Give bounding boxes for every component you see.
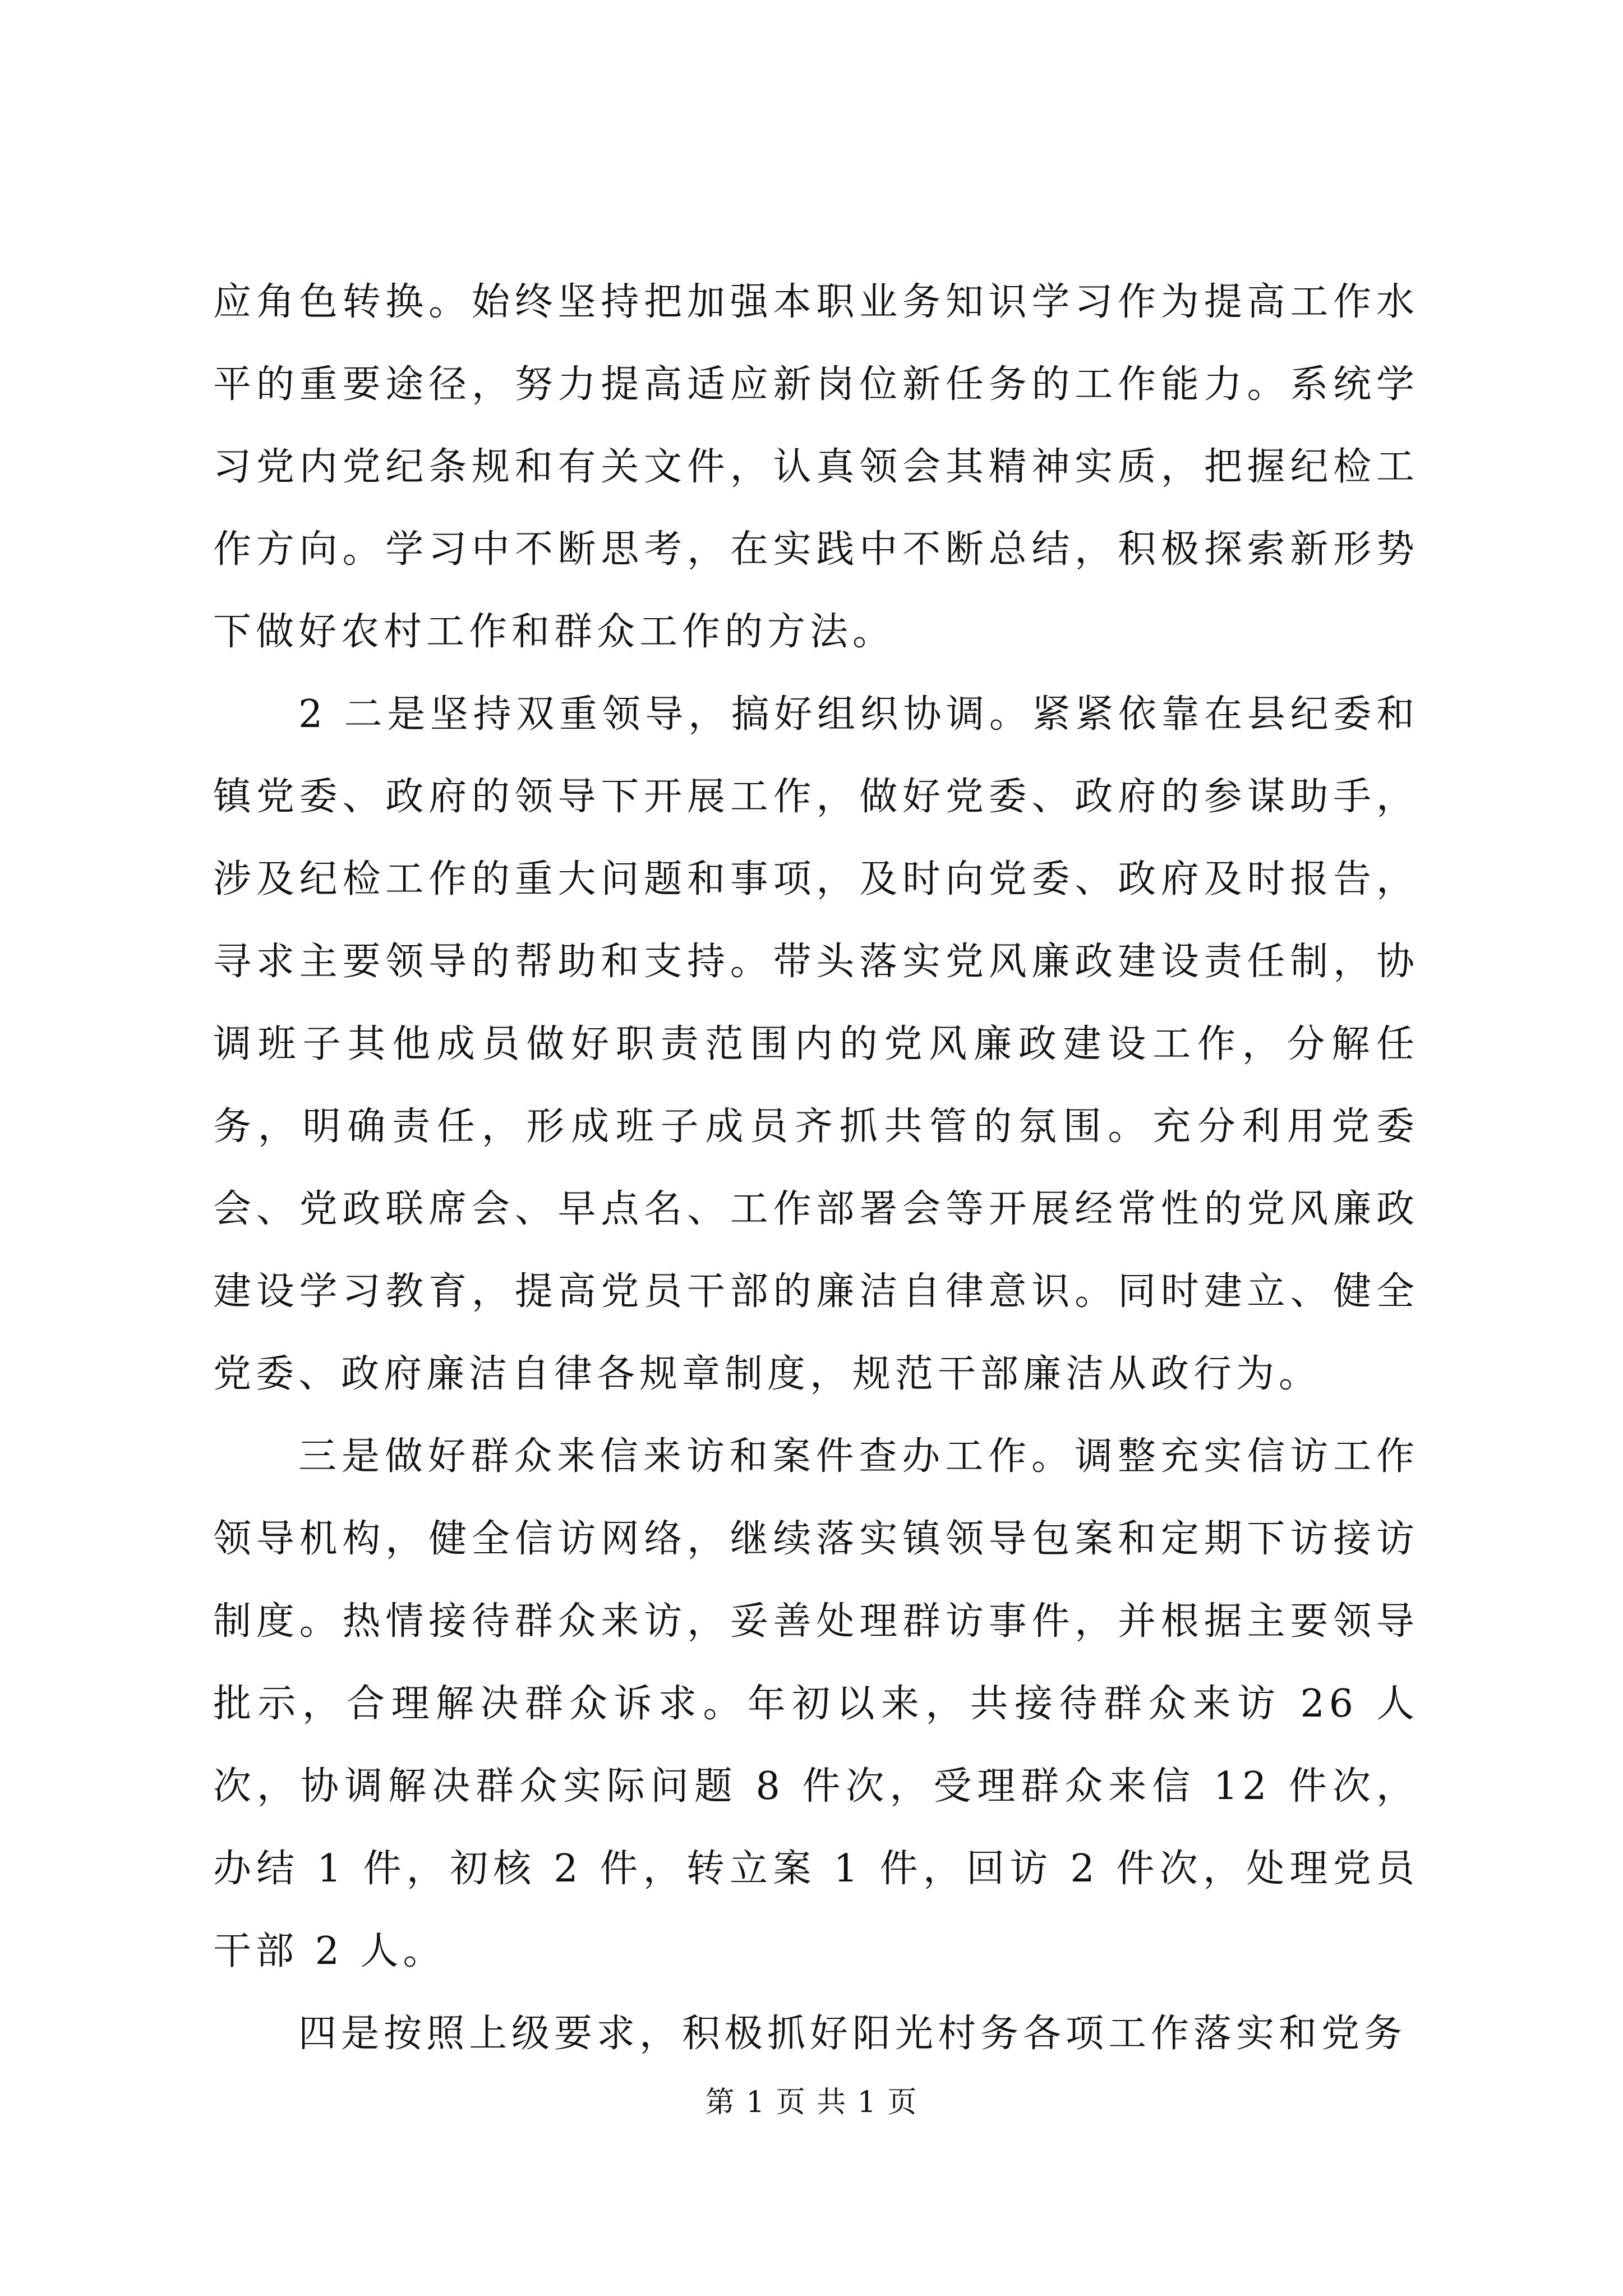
- paragraph-2: 2 二是坚持双重领导，搞好组织协调。紧紧依靠在县纪委和镇党委、政府的领导下开展工作，做好党委、政府的参谋助手，涉及纪检工作的重大问题和事项，及时向党委、政府及时报告，寻求主要领导的帮助和支持。带头落实党风廉政建设责任制，协调班子其他成员做好职责范围内的党风廉政建设工作，分解任务，明确责任，形成班子成员齐抓共管的氛围。充分利用党委会、党政联席会、早点名、工作部署会等开展经常性的党风廉政建设学习教育，提高党员干部的廉洁自律意识。同时建立、健全党委、政府廉洁自律各规章制度，规范干部廉洁从政行为。: [213, 692, 1419, 1396]
- document-body: [213, 261, 1419, 2075]
- paragraph-1: 应角色转换。始终坚持把加强本职业务知识学习作为提高工作水平的重要途径，努力提高适应新岗位新任务的工作能力。系统学习党内党纪条规和有关文件，认真领会其精神实质，把握纪检工作方向。学习中不断思考，在实践中不断总结，积极探索新形势下做好农村工作和群众工作的方法。: [213, 280, 1419, 654]
- paragraph-3: 三是做好群众来信来访和案件查办工作。调整充实信访工作领导机构，健全信访网络，继续落实镇领导包案和定期下访接访制度。热情接待群众来访，妥善处理群访事件，并根据主要领导批示，合理解决群众诉求。年初以来，共接待群众来访 26 人次，协调解决群众实际问题 8 件次，受理群众来信 12 件次，办结 1 件，初核 2 件，转立案 1 件，回访 2 件次，处理党员干部 2 人。: [213, 1434, 1419, 1973]
- paragraph-4: 四是按照上级要求，积极抓好阳光村务各项工作落实和党务: [298, 2012, 1407, 2056]
- page-footer: 第 1 页 共 1 页: [705, 2086, 918, 2119]
